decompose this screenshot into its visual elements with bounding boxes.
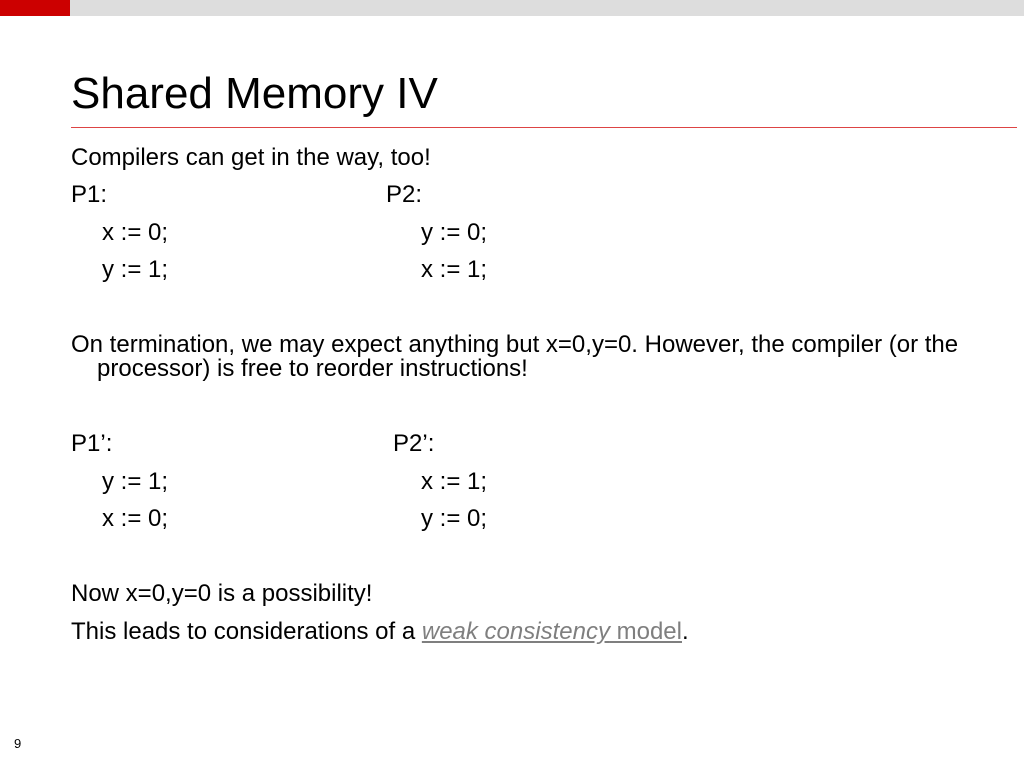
- p2-prime-label: P2’:: [393, 430, 435, 457]
- p1-code-line: y := 1;: [102, 256, 169, 283]
- top-accent-bar: [0, 0, 70, 16]
- p2-code-line: x := 1;: [421, 256, 488, 283]
- link-plain-part: model: [609, 618, 682, 645]
- p1-prime-code-line: x := 0;: [102, 505, 169, 532]
- termination-paragraph: On termination, we may expect anything but x=0,y=0. However, the compiler (or the processor) is free to reorder instructions!: [71, 331, 959, 382]
- title-divider: [71, 127, 1017, 128]
- slide-number: 9: [14, 736, 22, 751]
- p2-code-line: y := 0;: [421, 219, 488, 246]
- p1-prime-label: P1’:: [71, 430, 113, 457]
- p1-code-line: x := 0;: [102, 219, 169, 246]
- p2-prime-code-line: x := 1;: [421, 468, 488, 495]
- possibility-text: Now x=0,y=0 is a possibility!: [71, 580, 373, 607]
- p1-label: P1:: [71, 181, 108, 208]
- slide-title: Shared Memory IV: [71, 69, 438, 118]
- p2-label: P2:: [386, 181, 423, 208]
- intro-text: Compilers can get in the way, too!: [71, 144, 431, 171]
- conclusion-prefix: This leads to considerations of a: [71, 618, 422, 645]
- weak-consistency-link[interactable]: [422, 618, 682, 645]
- conclusion-suffix: .: [682, 618, 689, 645]
- top-gray-bar: [70, 0, 1024, 16]
- conclusion-text: [71, 618, 689, 646]
- p2-prime-code-line: y := 0;: [421, 505, 488, 532]
- p1-prime-code-line: y := 1;: [102, 468, 169, 495]
- link-italic-part: weak consistency: [421, 618, 610, 645]
